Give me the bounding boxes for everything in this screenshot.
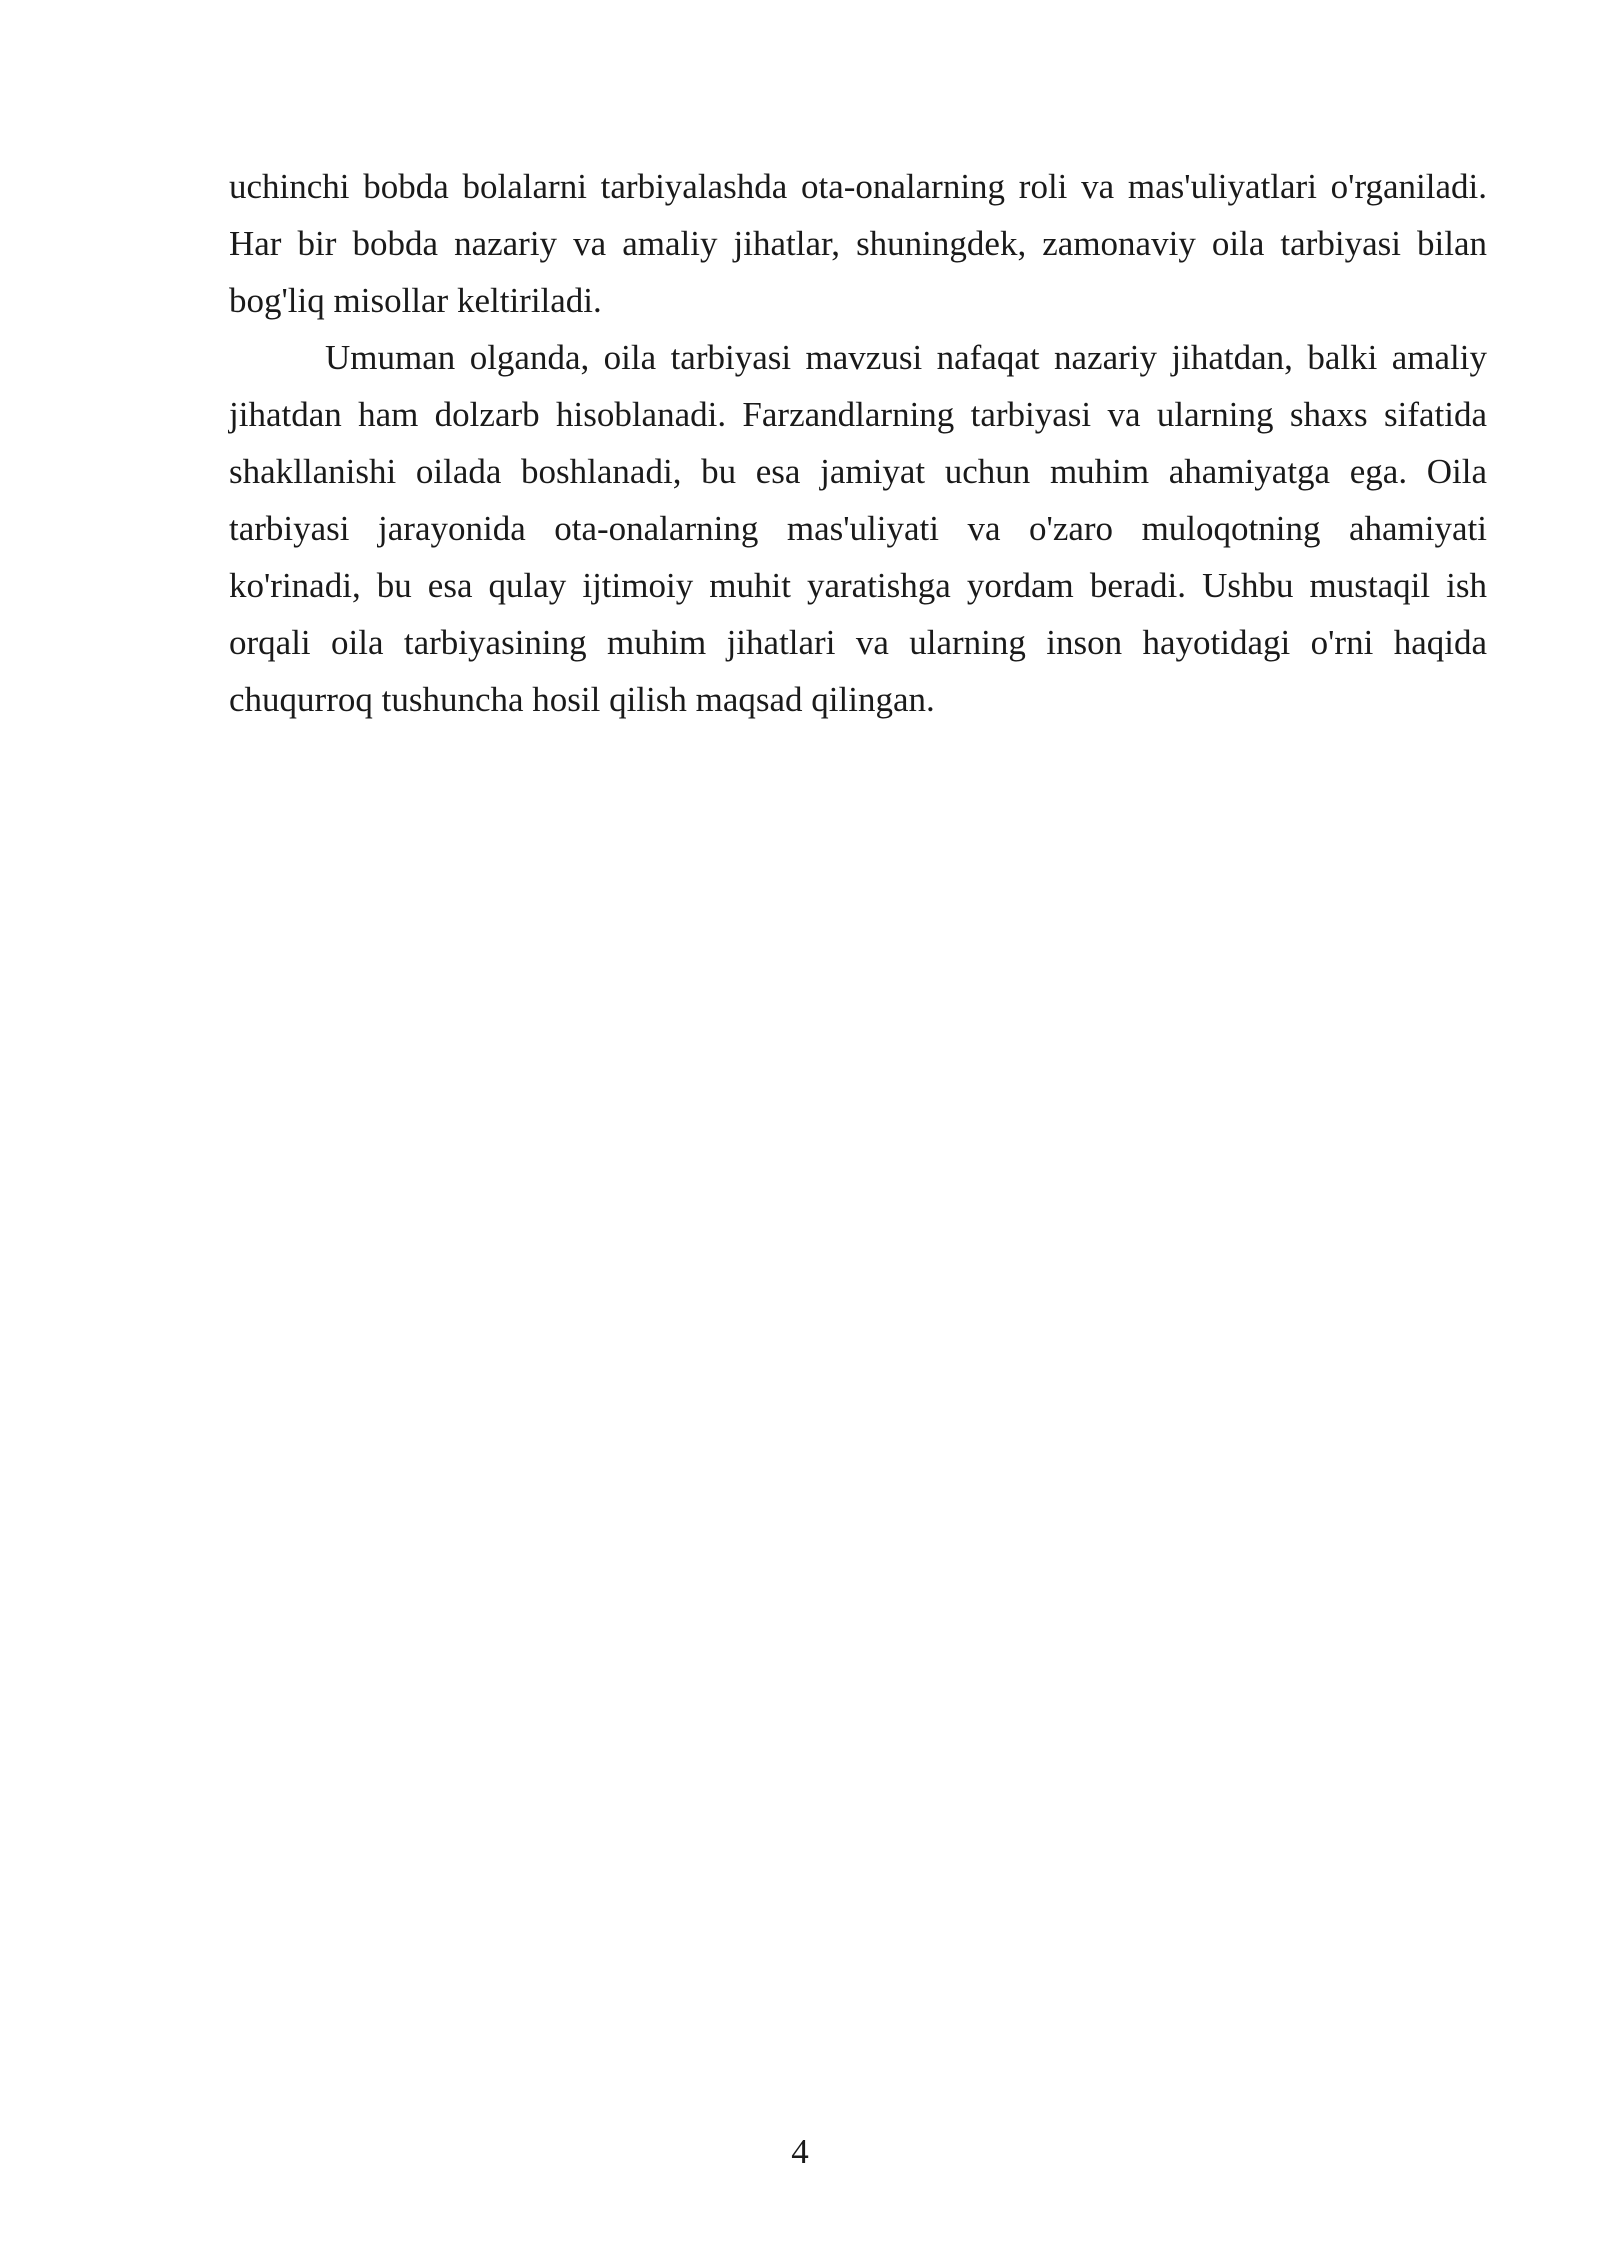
paragraph-summary: Umuman olganda, oila tarbiyasi mavzusi nafaqat nazariy jihatdan, balki amaliy jihatdan ham dolzarb hisoblanadi. Farzandlarning tarbiyasi va ularning shaxs sifatida shakllanishi oilada boshlanadi, bu esa jamiyat uchun muhim ahamiyatga ega. Oila tarbiyasi jarayonida ota-onalarning mas'uliyati va o'zaro muloqotning ahamiyati ko'rinadi, bu esa qulay ijtimoiy muhit yaratishga yordam beradi. Ushbu mustaqil ish orqali oila tarbiyasining muhim jihatlari va ularning inson hayotidagi o'rni haqida chuqurroq tushuncha hosil qilish maqsad qilingan. (229, 338, 1487, 719)
page-number: 4 (791, 2132, 809, 2171)
paragraph-continued: uchinchi bobda bolalarni tarbiyalashda ota-onalarning roli va mas'uliyatlari o'rganiladi. Har bir bobda nazariy va amaliy jihatlar, shuningdek, zamonaviy oila tarbiyasi bilan bog'liq misollar keltiriladi. (229, 167, 1487, 320)
body-text (229, 158, 1487, 728)
